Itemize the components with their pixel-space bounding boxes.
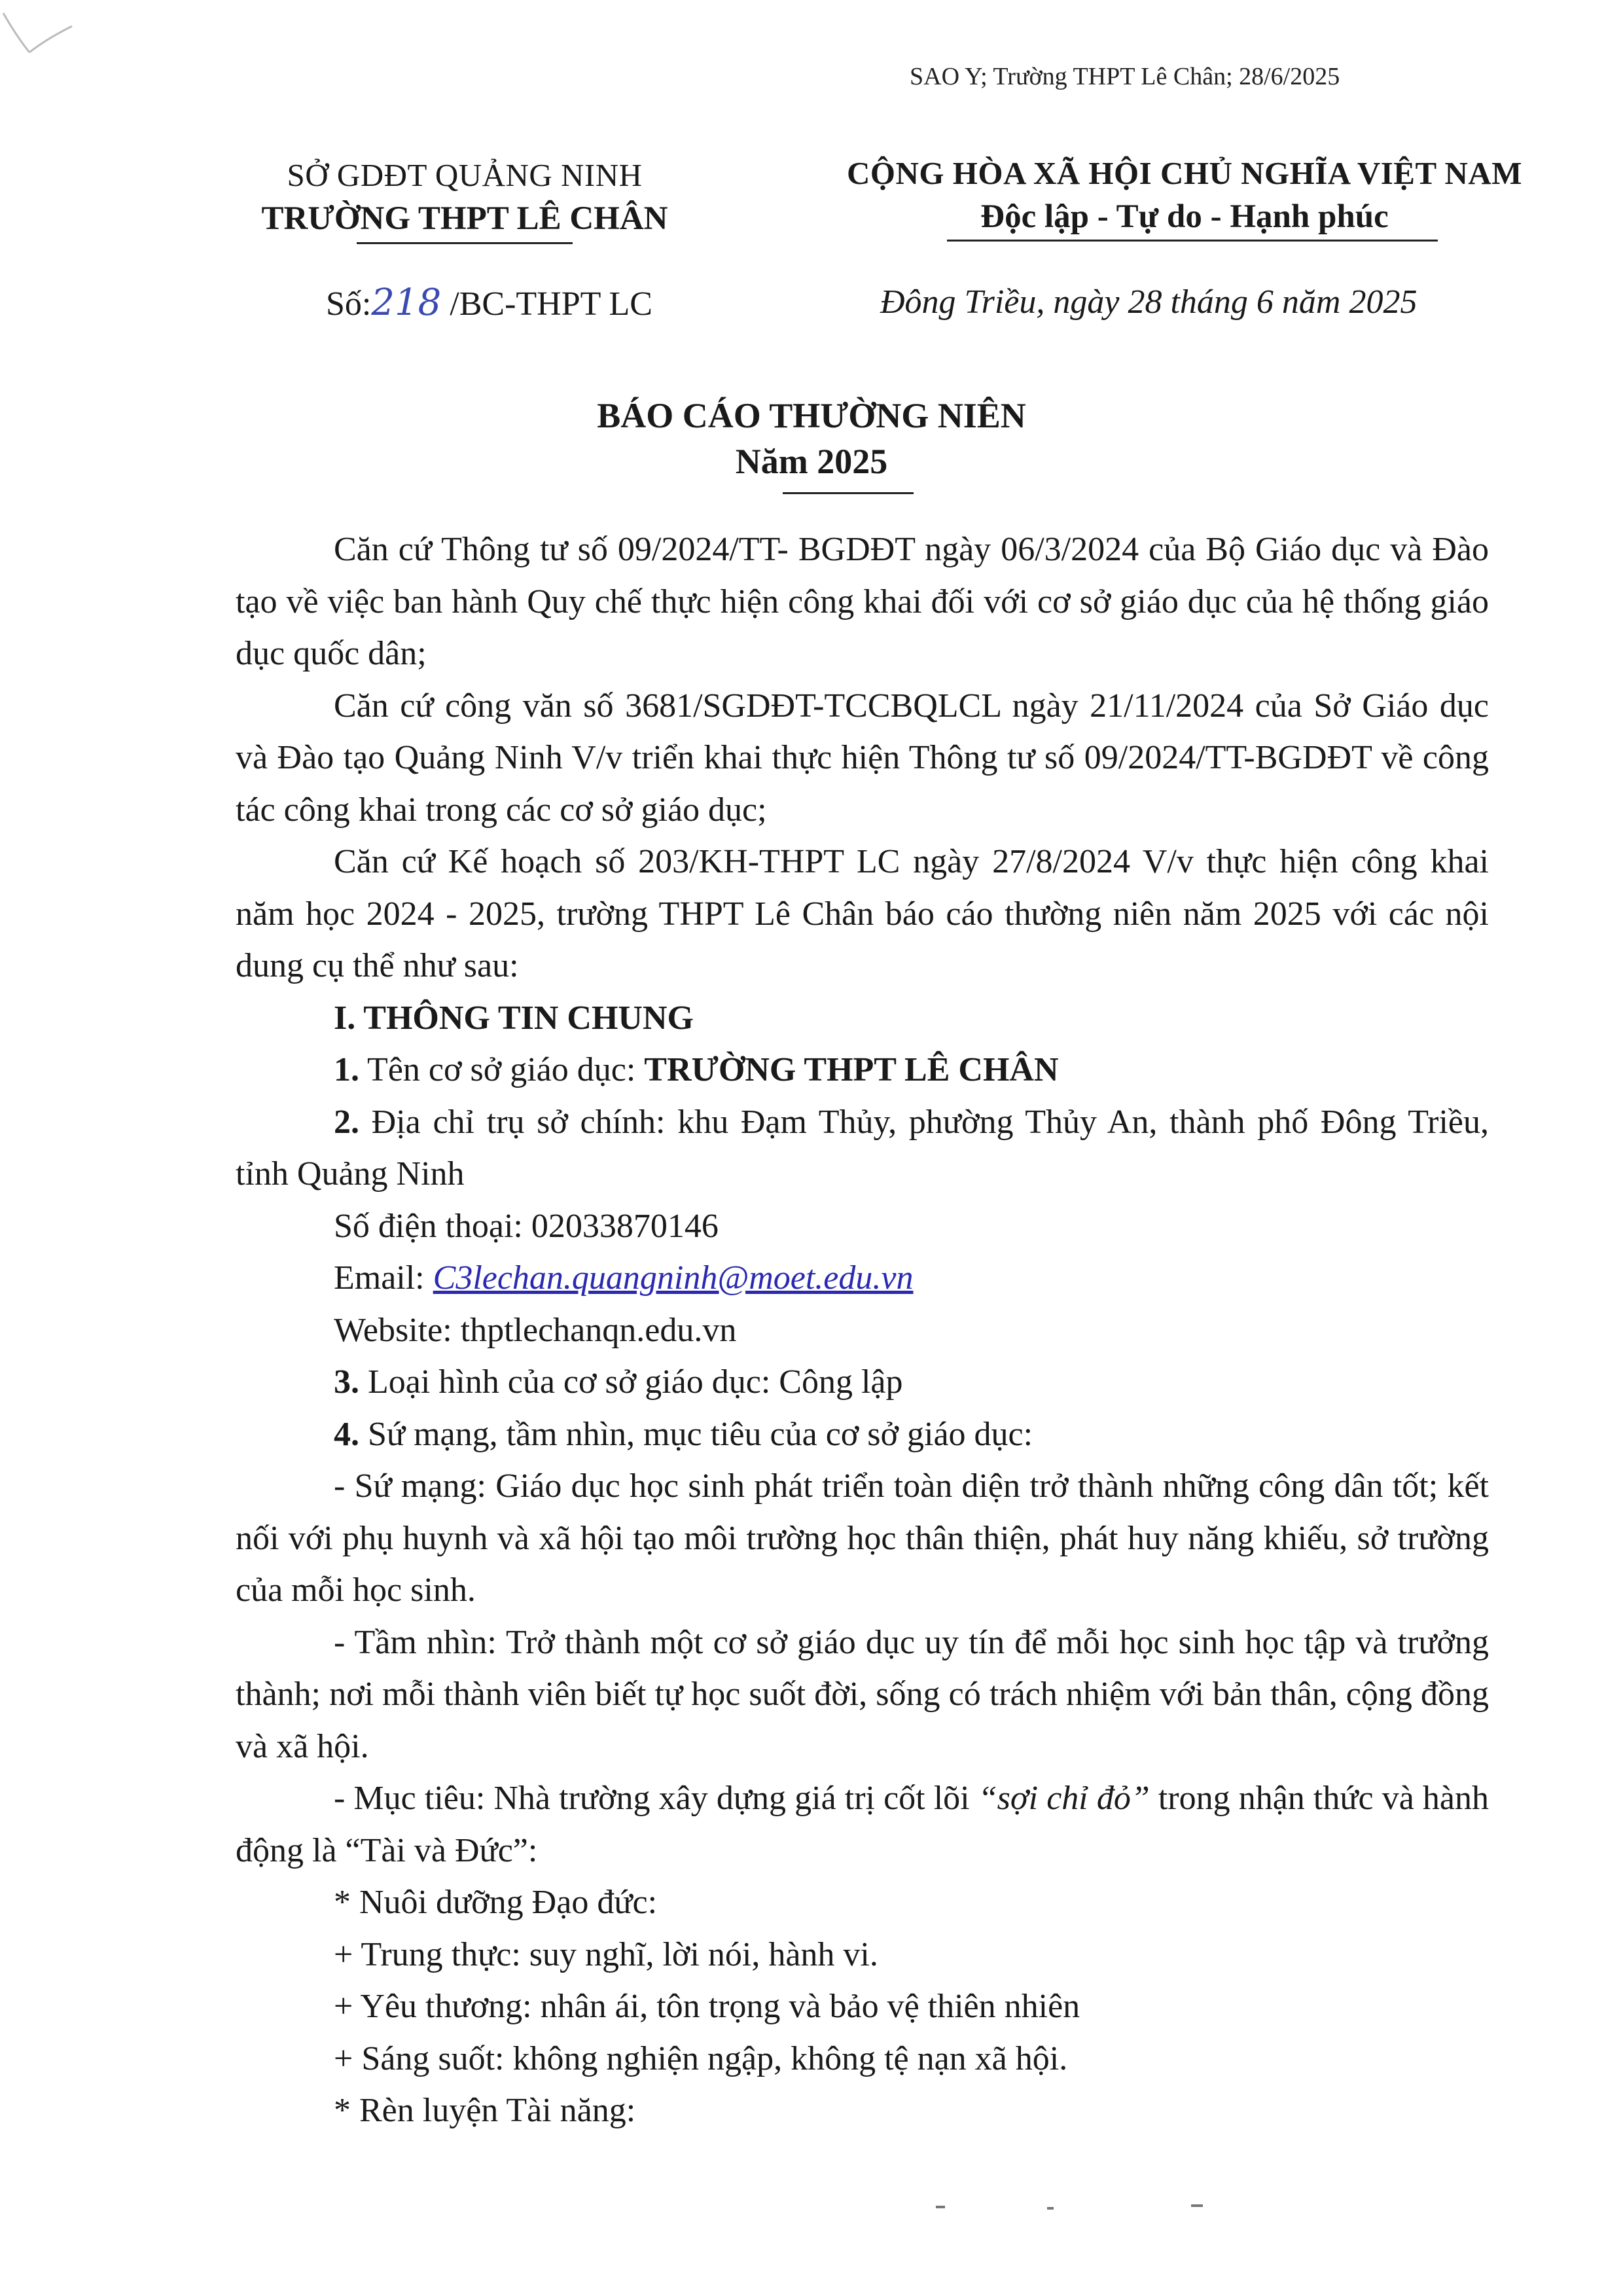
scan-speck [1191, 2204, 1203, 2207]
paragraph-basis-3: Căn cứ Kế hoạch số 203/KH-THPT LC ngày 27/8/2024 V/v thực hiện công khai năm học 2024 - 2025, trường THPT Lê Chân báo cáo thường niên năm 2025 với các nội dung cụ thể như sau: [236, 843, 1489, 984]
item-2 [236, 1096, 1489, 1200]
country-name: CỘNG HÒA XÃ HỘI CHỦ NGHĨA VIỆT NAM [846, 155, 1523, 191]
title-rule [783, 492, 914, 494]
item-4 [236, 1408, 1489, 1461]
goal-paragraph [236, 1772, 1489, 1876]
department-name: SỞ GDĐT QUẢNG NINH [287, 157, 643, 193]
title-line1: BÁO CÁO THƯỜNG NIÊN [597, 396, 1026, 435]
document-number [326, 281, 652, 324]
item4-text: Sứ mạng, tầm nhìn, mục tiêu của cơ sở giáo dục: [359, 1415, 1033, 1453]
section-heading: I. THÔNG TIN CHUNG [334, 999, 694, 1037]
goal-part-c: trong nhận thức và hành động là “Tài và Đức”: [236, 1780, 1489, 1869]
item1-label: Tên cơ sở giáo dục: [359, 1051, 645, 1088]
item4-num: 4. [334, 1415, 359, 1453]
item3-num: 3. [334, 1363, 359, 1401]
talent-heading: * Rèn luyện Tài năng: [334, 2092, 636, 2129]
ethics-heading: * Nuôi dưỡng Đạo đức: [334, 1884, 658, 1921]
paragraph-basis-2: Căn cứ công văn số 3681/SGDĐT-TCCBQLCL ngày 21/11/2024 của Sở Giáo dục và Đào tạo Quảng Ninh V/v triển khai thực hiện Thông tư số 09/2024/TT-BGDĐT về công tác công khai trong các cơ sở giáo dục; [236, 687, 1489, 829]
document-title [0, 393, 1623, 484]
item1-num: 1. [334, 1051, 359, 1088]
item1-value: TRƯỜNG THPT LÊ CHÂN [644, 1051, 1059, 1088]
email-link[interactable]: C3lechan.quangninh@moet.edu.vn [433, 1259, 914, 1297]
email-line [236, 1252, 1489, 1304]
motto: Độc lập - Tự do - Hạnh phúc [980, 198, 1389, 235]
header-right-rule [947, 240, 1438, 242]
place-date: Đông Triều, ngày 28 tháng 6 năm 2025 [880, 283, 1418, 321]
docno-suffix: /BC-THPT LC [441, 285, 652, 323]
mission-paragraph: - Sứ mạng: Giáo dục học sinh phát triển toàn diện trở thành những công dân tốt; kết nối với phụ huynh và xã hội tạo môi trường học thân thiện, phát huy năng khiếu, sở trường của mỗi học sinh. [236, 1467, 1489, 1609]
ethics-love: + Yêu thương: nhân ái, tôn trọng và bảo vệ thiên nhiên [334, 1988, 1080, 2025]
paragraph-basis-1: Căn cứ Thông tư số 09/2024/TT- BGDĐT ngày 06/3/2024 của Bộ Giáo dục và Đào tạo về việc ban hành Quy chế thực hiện công khai đối với cơ sở giáo dục của hệ thống giáo dục quốc dân; [236, 531, 1489, 672]
ethics-clear: + Sáng suốt: không nghiện ngập, không tệ nạn xã hội. [334, 2039, 1068, 2077]
scan-speck [1047, 2207, 1054, 2210]
vision-paragraph: - Tầm nhìn: Trở thành một cơ sở giáo dục uy tín để mỗi học sinh học tập và trưởng thành; nơi mỗi thành viên biết tự học suốt đời, sống có trách nhiệm với bản thân, cộng đồng và xã hội. [236, 1623, 1489, 1765]
header-left-rule [357, 242, 573, 244]
scan-corner-mark [0, 0, 79, 59]
item2-text: Địa chỉ trụ sở chính: khu Đạm Thủy, phường Thủy An, thành phố Đông Triều, tỉnh Quảng Ninh [236, 1103, 1489, 1193]
national-motto [805, 152, 1564, 238]
item2-num: 2. [334, 1103, 359, 1141]
title-line2: Năm 2025 [735, 442, 888, 481]
scan-speck [936, 2206, 945, 2208]
docno-handwritten: 218 [371, 281, 442, 324]
issuing-authority [216, 154, 713, 240]
email-label: Email: [334, 1259, 433, 1297]
item-3 [236, 1356, 1489, 1408]
ethics-honest: + Trung thực: suy nghĩ, lời nói, hành vi. [334, 1935, 878, 1973]
document-body [236, 524, 1489, 2137]
item-1 [236, 1044, 1489, 1096]
copy-stamp: SAO Y; Trường THPT Lê Chân; 28/6/2025 [910, 63, 1340, 90]
goal-part-a: - Mục tiêu: Nhà trường xây dựng giá trị cốt lõi [334, 1780, 978, 1817]
website-line: Website: thptlechanqn.edu.vn [334, 1311, 737, 1349]
docno-prefix: Số: [326, 285, 372, 323]
item3-text: Loại hình của cơ sở giáo dục: Công lập [359, 1363, 903, 1401]
phone-line: Số điện thoại: 02033870146 [334, 1207, 719, 1245]
school-name: TRƯỜNG THPT LÊ CHÂN [261, 200, 668, 237]
goal-part-b: “sợi chỉ đỏ” [978, 1780, 1150, 1817]
